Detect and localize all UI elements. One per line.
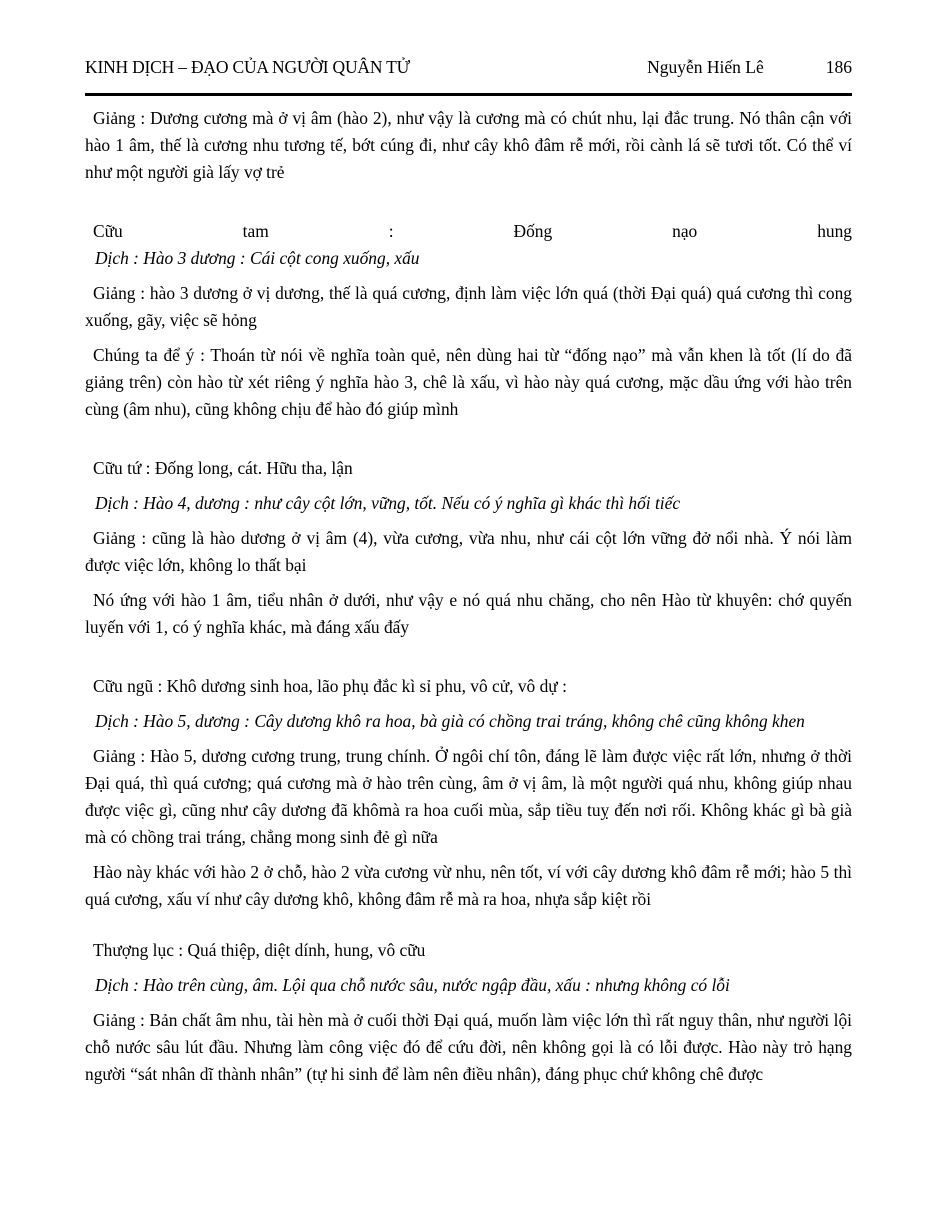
paragraph-chung-ta-de-y: Chúng ta để ý : Thoán từ nói về nghĩa toàn quẻ, nên dùng hai từ “đống nạo” mà vẫn khen là tốt (lí do đã giảng trên) còn hào từ xét riêng ý nghĩa hào 3, chê là xấu, vì hào này quá cương, mặc dầu ứng với hào trên cùng (âm nhu), cũng không chịu để hào đó giúp mình [85,345,852,419]
page-body [85,105,852,1088]
header-rule [85,93,852,96]
paragraph-no-ung-hao1: Nó ứng với hào 1 âm, tiểu nhân ở dưới, như vậy e nó quá nhu chăng, cho nên Hào từ khuyên: chớ quyến luyến với 1, có ý nghĩa khác, mà đáng xấu đấy [85,590,852,637]
author-name: Nguyễn Hiến Lê [647,57,764,77]
paragraph-giang-thuong-luc: Giảng : Bản chất âm nhu, tài hèn mà ở cuối thời Đại quá, muốn làm việc lớn thì rất nguy thân, như người lội chỗ nước sâu lút đầu. Nhưng làm công việc đó để cứu đời, nên không gọi là có lỗi được. Hào này trỏ hạng người “sát nhân dĩ thành nhân” (tự hi sinh để làm nên điều nhân), đáng phục chứ không chê được [85,1010,852,1084]
paragraph-giang-hao2: Giảng : Dương cương mà ở vị âm (hào 2), như vậy là cương mà có chút nhu, lại đắc trung. Nó thân cận với hào 1 âm, thế là cương nhu tương tế, bớt cúng đi, như cây khô đâm rễ mới, rồi cành lá sẽ tươi tốt. Có thể ví như một người già lấy vợ trẻ [85,108,852,182]
hao-line-cuu-ngu: Cữu ngũ : Khô dương sinh hoa, lão phụ đắc kì sỉ phu, vô cử, vô dự : [93,676,567,696]
hao-line-cuu-tu: Cữu tứ : Đống long, cát. Hữu tha, lận [93,458,353,478]
hao-line-thuong-luc: Thượng lục : Quá thiệp, diệt dính, hung, vô cữu [93,940,426,960]
page-number: 186 [825,57,852,77]
dich-line-hao5: Dịch : Hào 5, dương : Cây dương khô ra hoa, bà già có chồng trai tráng, không chê cũng không khen [95,711,805,731]
paragraph-giang-hao4: Giảng : cũng là hào dương ở vị âm (4), vừa cương, vừa nhu, như cái cột lớn vững đở nổi nhà. Ý nói làm được việc lớn, không lo thất bại [85,528,852,575]
book-title: KINH DỊCH – ĐẠO CỦA NGƯỜI QUÂN TỬ [85,57,411,77]
page-header [85,57,852,78]
dich-line-hao3: Dịch : Hào 3 dương : Cái cột cong xuống, xấu [95,248,420,268]
dich-line-hao4: Dịch : Hào 4, dương : như cây cột lớn, vững, tốt. Nếu có ý nghĩa gì khác thì hối tiếc [95,493,681,513]
dich-line-thuong-luc: Dịch : Hào trên cùng, âm. Lội qua chỗ nước sâu, nước ngập đầu, xấu : nhưng không có lỗi [95,975,730,995]
paragraph-giang-hao5: Giảng : Hào 5, dương cương trung, trung chính. Ở ngôi chí tôn, đáng lẽ làm được việc rất lớn, nhưng ở thời Đại quá, thì quá cương; quá cương mà ở hào trên cùng, âm ở vị âm, là một người quá nhu, không giúp nhau được việc gì, cũng như cây dương đã khômà ra hoa cuối mùa, sắp tiều tuỵ đến nơi rối. Không khác gì bà già mà có chồng trai tráng, chẳng mong sinh đẻ gì nữa [85,746,852,847]
paragraph-hao5-so-hao2: Hào này khác với hào 2 ở chỗ, hào 2 vừa cương vừ nhu, nên tốt, ví với cây dương khô đâm rễ mới; hào 5 thì quá cương, xấu ví như cây dương khô, không đâm rễ mà ra hoa, nhựa sắp kiệt rồi [85,862,852,909]
hao-line-cuu-tam: Cữu tam : Đống nạo hung [93,221,852,241]
paragraph-giang-hao3: Giảng : hào 3 dương ở vị dương, thế là quá cương, định làm việc lớn quá (thời Đại quá) quá cương thì cong xuống, gãy, việc sẽ hỏng [85,283,852,330]
